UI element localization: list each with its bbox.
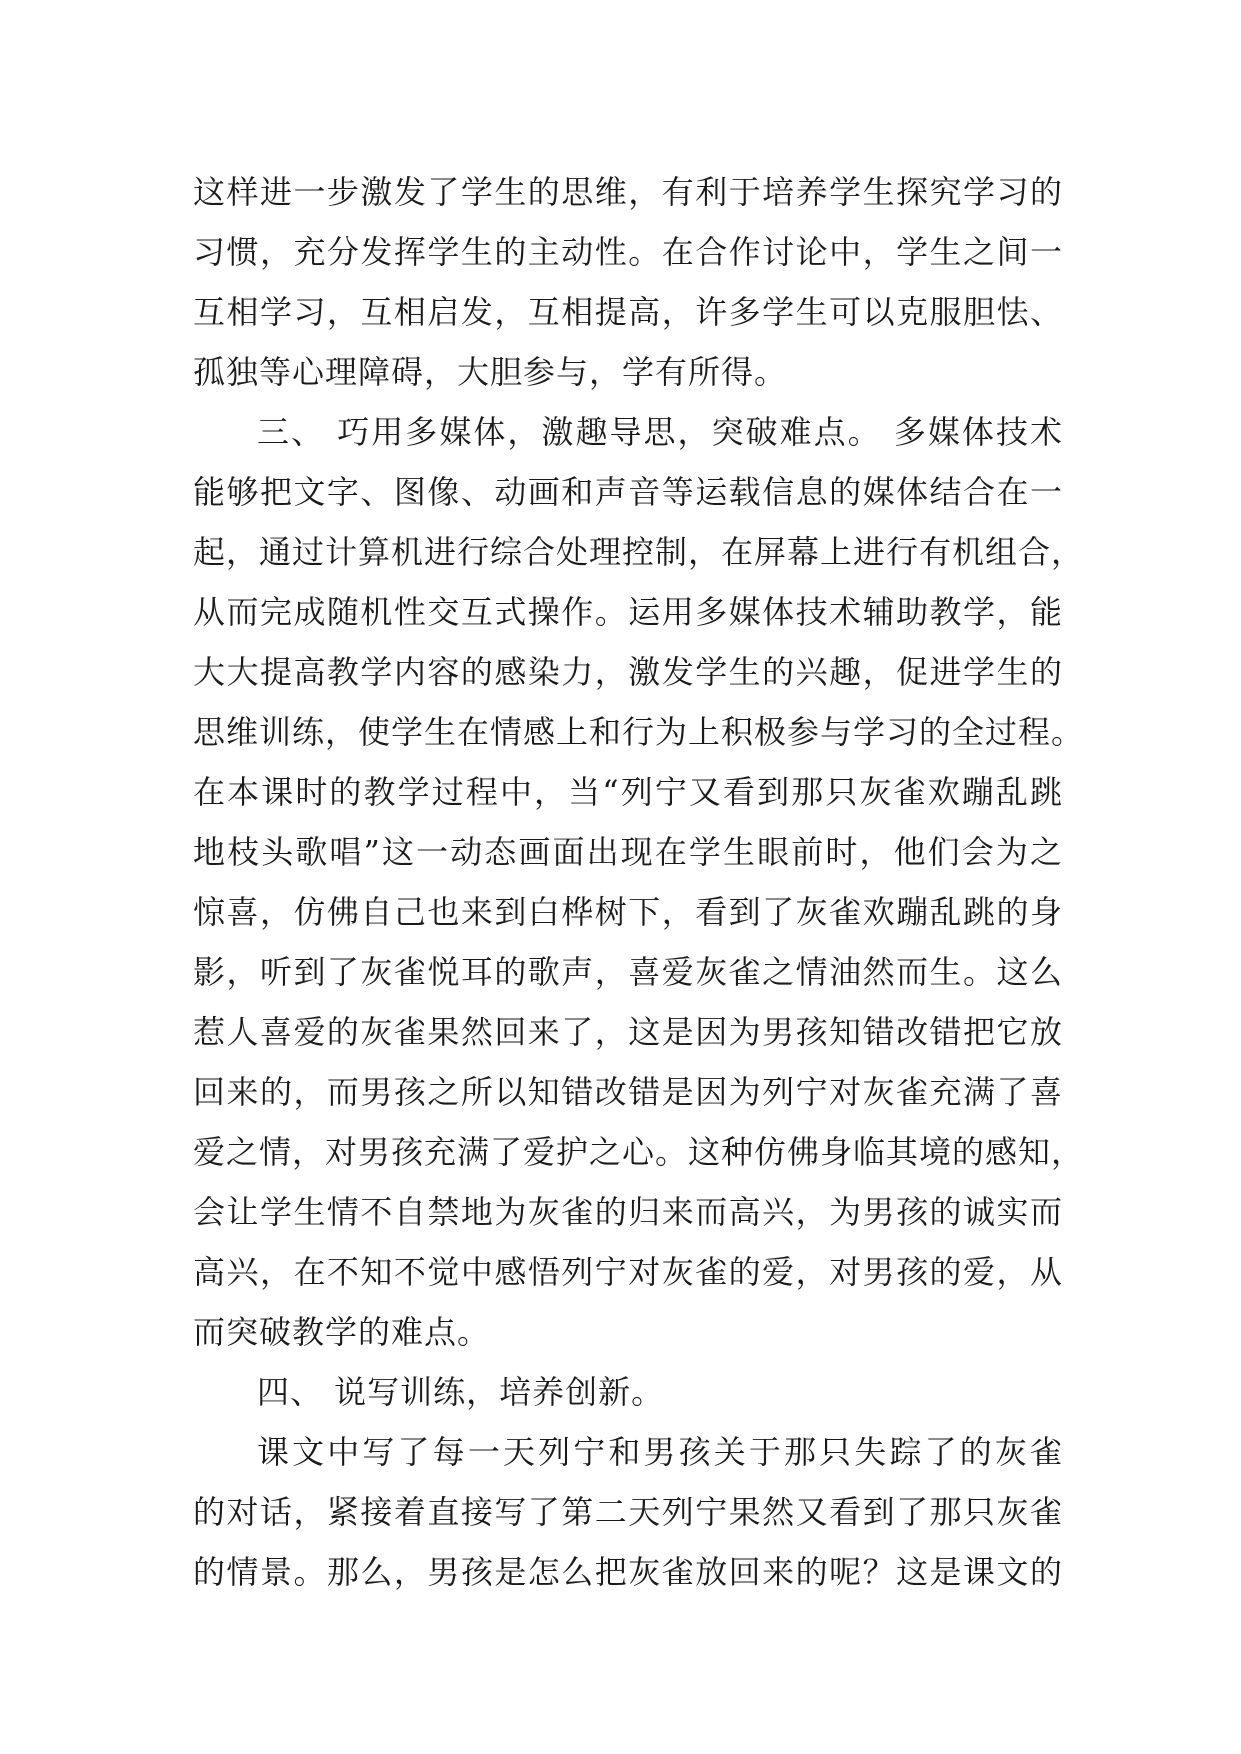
section-heading-three: 三、 巧用多媒体，激趣导思，突破难点。 多媒体技术 [257,413,1063,451]
text-line: 影，听到了灰雀悦耳的歌声，喜爱灰雀之情油然而生。这么 [193,953,1063,991]
text-line: 高兴，在不知不觉中感悟列宁对灰雀的爱，对男孩的爱，从 [193,1253,1063,1291]
text-line: 惹人喜爱的灰雀果然回来了，这是因为男孩知错改错把它放 [193,1013,1063,1051]
text-line: 的情景。那么，男孩是怎么把灰雀放回来的呢？这是课文的 [193,1553,1063,1591]
text-line: 互相学习，互相启发，互相提高，许多学生可以克服胆怯、 [193,293,1063,331]
text-line: 会让学生情不自禁地为灰雀的归来而高兴，为男孩的诚实而 [193,1193,1063,1231]
text-line: 在本课时的教学过程中，当“列宁又看到那只灰雀欢蹦乱跳 [193,773,1063,811]
text-line: 爱之情，对男孩充满了爱护之心。这种仿佛身临其境的感知， [193,1133,1085,1171]
text-line: 起，通过计算机进行综合处理控制，在屏幕上进行有机组合， [193,533,1085,571]
document-body [193,162,1085,1602]
text-line: 这样进一步激发了学生的思维，有利于培养学生探究学习的 [193,173,1063,211]
text-line: 而突破教学的难点。 [193,1313,491,1351]
text-line: 从而完成随机性交互式操作。运用多媒体技术辅助教学，能 [193,593,1063,631]
text-line: 惊喜，仿佛自己也来到白桦树下，看到了灰雀欢蹦乱跳的身 [193,893,1063,931]
text-line: 课文中写了每一天列宁和男孩关于那只失踪了的灰雀 [257,1433,1063,1471]
text-line: 孤独等心理障碍，大胆参与，学有所得。 [193,353,788,391]
text-line: 的对话，紧接着直接写了第二天列宁果然又看到了那只灰雀 [193,1493,1063,1531]
text-line: 大大提高教学内容的感染力，激发学生的兴趣，促进学生的 [193,653,1063,691]
text-line: 回来的，而男孩之所以知错改错是因为列宁对灰雀充满了喜 [193,1073,1063,1111]
text-line: 思维训练，使学生在情感上和行为上积极参与学习的全过程。 [193,713,1085,751]
text-line: 习惯，充分发挥学生的主动性。在合作讨论中，学生之间一 [193,233,1063,271]
text-line: 能够把文字、图像、动画和声音等运载信息的媒体结合在一 [193,473,1063,511]
text-line: 地枝头歌唱”这一动态画面出现在学生眼前时，他们会为之 [193,833,1063,871]
section-heading-four: 四、 说写训练，培养创新。 [257,1373,665,1411]
